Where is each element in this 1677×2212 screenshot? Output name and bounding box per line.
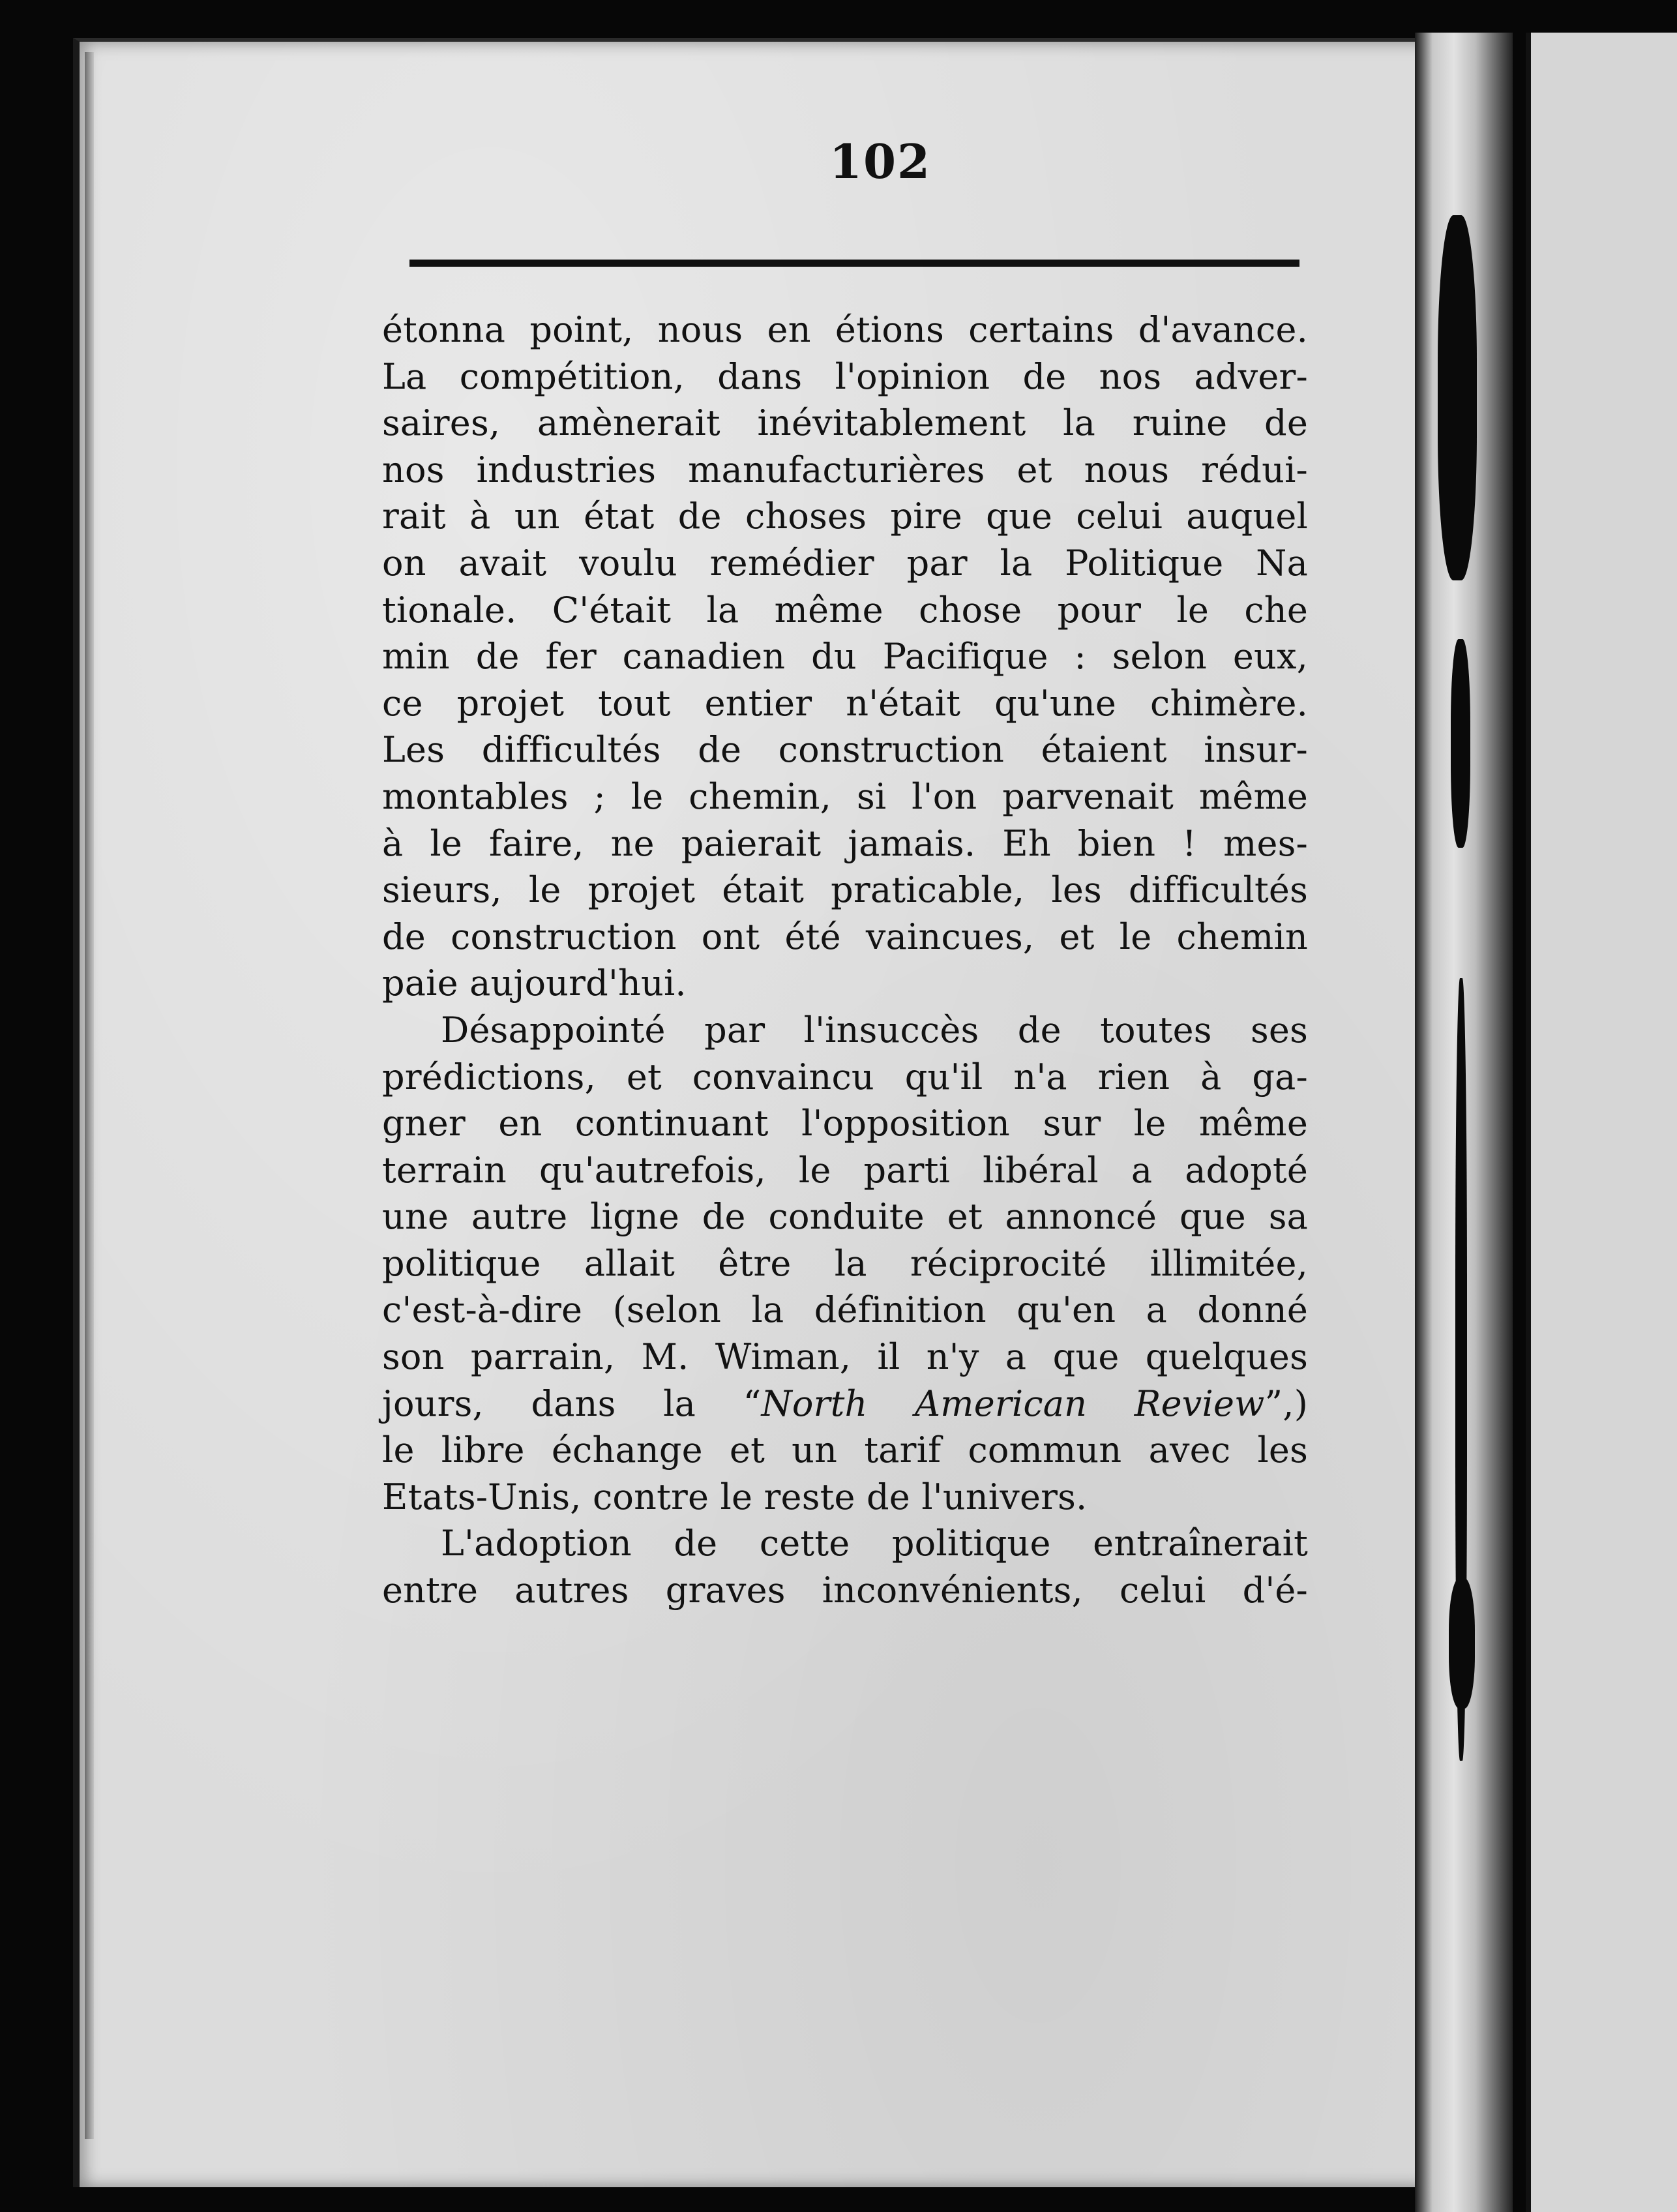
text-line: Les difficultés de construction étaient insur- (382, 729, 1308, 771)
paragraph-end-line: paie aujourd'hui. (382, 963, 687, 1004)
text-line: montables ; le chemin, si l'on parvenait même (382, 775, 1308, 817)
paragraph-start-line: L'adoption de cette politique entraînerait (441, 1523, 1308, 1564)
text-line: nos industries manufacturières et nous rédui- (382, 449, 1308, 490)
text-line: tionale. C'était la même chose pour le che (382, 589, 1308, 631)
text-line: gner en continuant l'opposition sur le même (382, 1103, 1308, 1144)
paragraph-start-line: Désappointé par l'insuccès de toutes ses (441, 1009, 1308, 1051)
text-line: saires, amènerait inévitablement la ruine de (382, 402, 1308, 444)
text-line: son parrain, M. Wiman, il n'y a que quelques (382, 1336, 1308, 1378)
text-after-title: ”,) (1264, 1382, 1308, 1424)
text-line: le libre échange et un tarif commun avec les (382, 1429, 1308, 1471)
text-line: terrain qu'autrefois, le parti libéral a adopté (382, 1149, 1308, 1191)
paragraph-end-line: Etats-Unis, contre le reste de l'univers. (382, 1476, 1088, 1517)
spine-tear (1438, 215, 1477, 580)
text-line: c'est-à-dire (selon la définition qu'en a donné (382, 1289, 1308, 1331)
text-line: ce projet tout entier n'était qu'une chimère. (382, 682, 1308, 724)
header-rule (409, 260, 1299, 267)
page-edge-shadow (85, 52, 94, 2139)
text-line: La compétition, dans l'opinion de nos adver- (382, 355, 1308, 397)
page-number: 102 (829, 134, 932, 189)
text-line: prédictions, et convaincu qu'il n'a rien à ga- (382, 1056, 1308, 1098)
text-line: à le faire, ne paierait jamais. Eh bien ! mes- (382, 822, 1308, 864)
review-title: North American Review (761, 1382, 1265, 1424)
text-line: une autre ligne de conduite et annoncé que sa (382, 1196, 1308, 1238)
text-line: sieurs, le projet était praticable, les difficultés (382, 869, 1308, 911)
spine-tear (1449, 1578, 1475, 1709)
spine-tear (1451, 639, 1470, 848)
text-line: on avait voulu remédier par la Politique Na (382, 542, 1308, 584)
text-line: de construction ont été vaincues, et le chemin (382, 916, 1308, 957)
text-line: entre autres graves inconvénients, celui d'é- (382, 1570, 1308, 1611)
text-line: min de fer canadien du Pacifique : selon eux, (382, 636, 1308, 678)
text-line: étonna point, nous en étions certains d'avance. (382, 309, 1308, 350)
text-before-title: jours, dans la “ (382, 1382, 762, 1424)
body-text (382, 306, 1308, 1614)
adjacent-page (1526, 33, 1677, 2212)
text-line-with-title (382, 1381, 1308, 1427)
text-line: politique allait être la réciprocité illimitée, (382, 1242, 1308, 1284)
text-line: rait à un état de choses pire que celui auquel (382, 496, 1308, 537)
